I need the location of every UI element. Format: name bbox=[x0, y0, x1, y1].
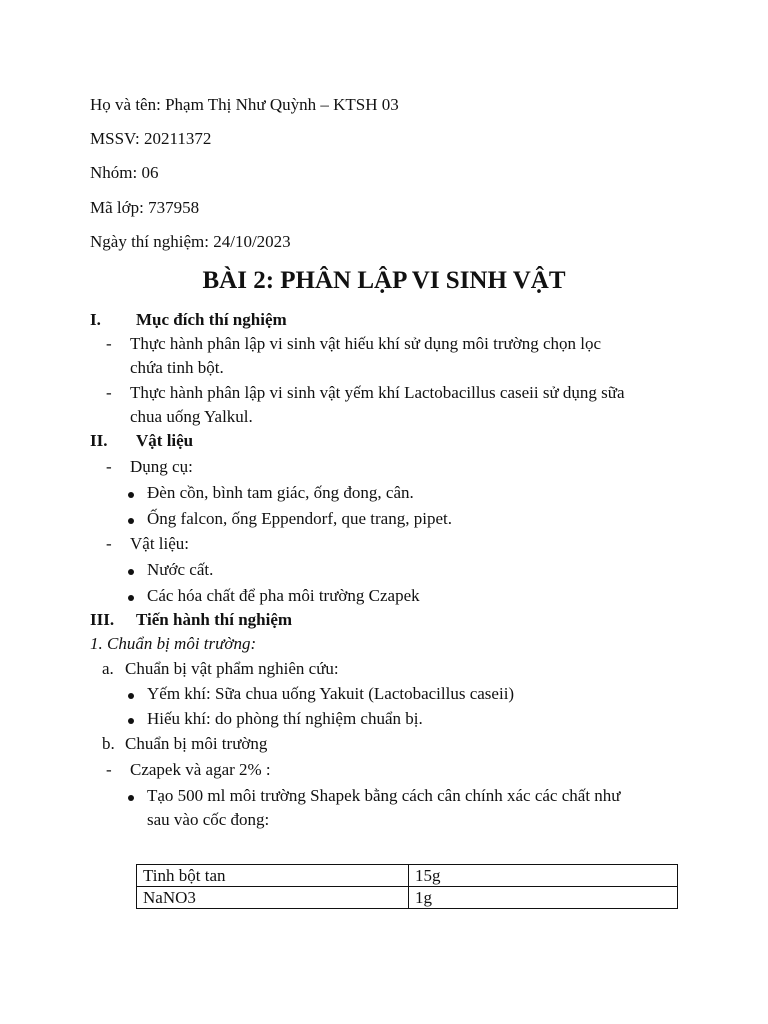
table-cell: 15g bbox=[409, 865, 678, 887]
class-code: Mã lớp: 737958 bbox=[90, 198, 200, 217]
section1-heading: Mục đích thí nghiệm bbox=[136, 310, 287, 329]
section3-heading: Tiến hành thí nghiệm bbox=[136, 610, 293, 629]
tool-item: Ống falcon, ống Eppendorf, que trang, pipet. bbox=[147, 509, 452, 528]
table-cell: Tinh bột tan bbox=[137, 865, 409, 887]
table-row bbox=[137, 865, 678, 887]
list-item-line: Thực hành phân lập vi sinh vật yếm khí Lactobacillus caseii sử dụng sữa bbox=[130, 383, 625, 402]
sub-b-label: b. bbox=[102, 734, 115, 753]
sub-a-label: a. bbox=[102, 659, 114, 678]
material-item: Nước cất. bbox=[147, 560, 214, 579]
list-item-line: Thực hành phân lập vi sinh vật hiếu khí sử dụng môi trường chọn lọc bbox=[130, 334, 602, 353]
section1-number: I. bbox=[90, 310, 101, 329]
student-id: MSSV: 20211372 bbox=[90, 129, 212, 148]
tool-item: Đèn cồn, bình tam giác, ống đong, cân. bbox=[147, 483, 414, 502]
table-cell: NaNO3 bbox=[137, 887, 409, 909]
czapek-item-line: sau vào cốc đong: bbox=[147, 810, 270, 829]
bullet-marker bbox=[128, 483, 134, 503]
page-title: BÀI 2: PHÂN LẬP VI SINH VẬT bbox=[202, 267, 566, 294]
section3-number: III. bbox=[90, 610, 115, 629]
list-item-line: chứa tinh bột. bbox=[130, 358, 224, 377]
material-item: Các hóa chất để pha môi trường Czapek bbox=[147, 586, 420, 605]
experiment-date: Ngày thí nghiệm: 24/10/2023 bbox=[90, 232, 291, 251]
group-number: Nhóm: 06 bbox=[90, 163, 159, 182]
table-cell: 1g bbox=[409, 887, 678, 909]
czapek-label: Czapek và agar 2% : bbox=[130, 760, 271, 779]
sub-b-text: Chuẩn bị môi trường bbox=[125, 734, 268, 753]
section2-number: II. bbox=[90, 431, 108, 450]
bullet-marker bbox=[128, 560, 134, 580]
ingredients-table bbox=[136, 864, 678, 909]
bullet-marker bbox=[128, 684, 134, 704]
list-item-line: chua uống Yalkul. bbox=[130, 407, 253, 426]
dash-marker: - bbox=[106, 760, 112, 779]
bullet-marker bbox=[128, 786, 134, 806]
czapek-item-line: Tạo 500 ml môi trường Shapek bằng cách cân chính xác các chất như bbox=[147, 786, 621, 805]
dash-marker: - bbox=[106, 334, 112, 353]
sample-item: Yếm khí: Sữa chua uống Yakuit (Lactobacillus caseii) bbox=[147, 684, 515, 703]
materials-label: Vật liệu: bbox=[130, 534, 190, 553]
bullet-marker bbox=[128, 509, 134, 529]
student-name: Họ và tên: Phạm Thị Như Quỳnh – KTSH 03 bbox=[90, 95, 399, 114]
dash-marker: - bbox=[106, 457, 112, 476]
dash-marker: - bbox=[106, 383, 112, 402]
tools-label: Dụng cụ: bbox=[130, 457, 193, 476]
subsection-1-heading: 1. Chuẩn bị môi trường: bbox=[90, 634, 257, 653]
dash-marker: - bbox=[106, 534, 112, 553]
section2-heading: Vật liệu bbox=[136, 431, 194, 450]
sample-item: Hiếu khí: do phòng thí nghiệm chuẩn bị. bbox=[147, 709, 423, 728]
table-row bbox=[137, 887, 678, 909]
sub-a-text: Chuẩn bị vật phẩm nghiên cứu: bbox=[125, 659, 339, 678]
bullet-marker bbox=[128, 709, 134, 729]
bullet-marker bbox=[128, 586, 134, 606]
